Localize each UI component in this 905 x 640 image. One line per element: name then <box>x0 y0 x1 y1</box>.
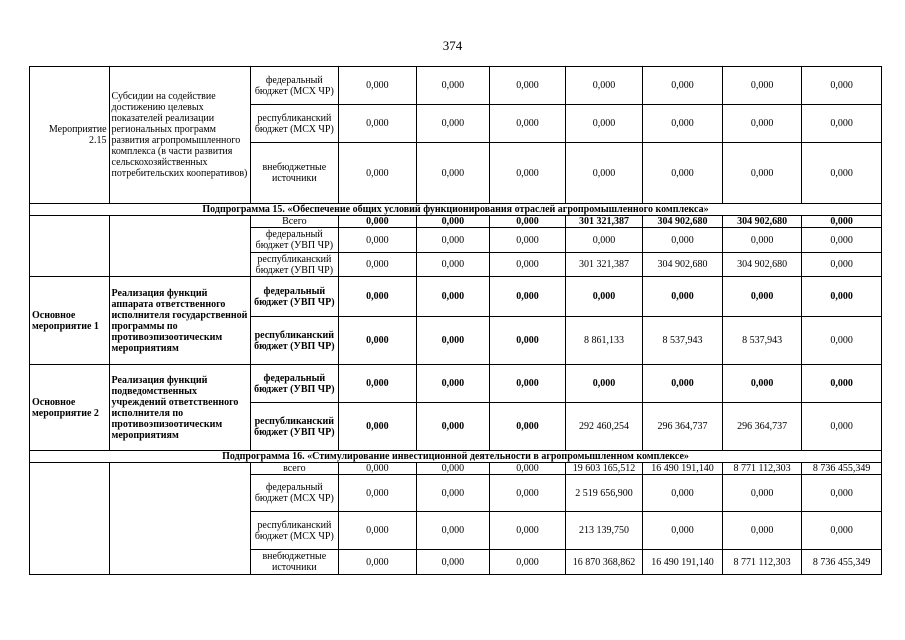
funding-source: федеральный бюджет (МСХ ЧР) <box>250 67 339 105</box>
value-cell: 0,000 <box>339 475 417 512</box>
value-cell: 8 861,133 <box>565 317 643 365</box>
value-cell: 0,000 <box>490 365 566 403</box>
value-cell: 0,000 <box>802 277 882 317</box>
value-cell: 0,000 <box>565 143 643 204</box>
value-cell: 8 736 455,349 <box>802 463 882 475</box>
value-cell: 0,000 <box>490 67 566 105</box>
funding-source: республиканский бюджет (МСХ ЧР) <box>250 512 339 550</box>
value-cell: 16 870 368,862 <box>565 550 643 575</box>
value-cell: 0,000 <box>490 216 566 228</box>
value-cell: 0,000 <box>490 253 566 277</box>
value-cell: 0,000 <box>339 317 417 365</box>
value-cell: 0,000 <box>722 143 802 204</box>
value-cell: 8 537,943 <box>643 317 723 365</box>
value-cell: 0,000 <box>722 228 802 253</box>
value-cell: 0,000 <box>416 216 490 228</box>
section-title: Подпрограмма 16. «Стимулирование инвестиционной деятельности в агропромышленном комплексе» <box>30 451 882 463</box>
value-cell: 0,000 <box>565 365 643 403</box>
value-cell: 2 519 656,900 <box>565 475 643 512</box>
value-cell: 0,000 <box>416 463 490 475</box>
value-cell: 0,000 <box>416 105 490 143</box>
value-cell: 0,000 <box>416 277 490 317</box>
value-cell: 0,000 <box>416 403 490 451</box>
funding-source: федеральный бюджет (УВП ЧР) <box>250 228 339 253</box>
value-cell: 0,000 <box>643 143 723 204</box>
value-cell: 0,000 <box>565 277 643 317</box>
value-cell: 8 537,943 <box>722 317 802 365</box>
value-cell: 0,000 <box>802 67 882 105</box>
value-cell: 0,000 <box>339 143 417 204</box>
value-cell: 0,000 <box>802 228 882 253</box>
value-cell: 0,000 <box>802 143 882 204</box>
empty-cell <box>30 216 110 277</box>
value-cell: 0,000 <box>339 228 417 253</box>
value-cell: 0,000 <box>490 277 566 317</box>
value-cell: 0,000 <box>722 105 802 143</box>
funding-source: республиканский бюджет (МСХ ЧР) <box>250 105 339 143</box>
value-cell: 16 490 191,140 <box>643 463 723 475</box>
funding-source: республиканский бюджет (УВП ЧР) <box>250 403 339 451</box>
value-cell: 8 771 112,303 <box>722 463 802 475</box>
funding-source: республиканский бюджет (УВП ЧР) <box>250 253 339 277</box>
value-cell: 0,000 <box>722 475 802 512</box>
value-cell: 0,000 <box>722 365 802 403</box>
value-cell: 0,000 <box>490 228 566 253</box>
value-cell: 292 460,254 <box>565 403 643 451</box>
measure-description: Реализация функций подведомственных учреждений ответственного исполнителя по противоэпизоотическим мероприятиям <box>109 365 250 451</box>
section-row <box>30 451 882 463</box>
value-cell: 8 771 112,303 <box>722 550 802 575</box>
measure-name: Мероприятие 2.15 <box>30 67 110 204</box>
value-cell: 0,000 <box>339 463 417 475</box>
value-cell: 301 321,387 <box>565 253 643 277</box>
value-cell: 0,000 <box>416 512 490 550</box>
empty-cell <box>30 463 110 575</box>
value-cell: 0,000 <box>802 365 882 403</box>
value-cell: 0,000 <box>416 67 490 105</box>
value-cell: 0,000 <box>802 317 882 365</box>
value-cell: 0,000 <box>339 512 417 550</box>
value-cell: 0,000 <box>643 105 723 143</box>
value-cell: 0,000 <box>643 512 723 550</box>
value-cell: 0,000 <box>802 253 882 277</box>
value-cell: 0,000 <box>643 228 723 253</box>
value-cell: 0,000 <box>802 512 882 550</box>
measure-name: Основное мероприятие 1 <box>30 277 110 365</box>
value-cell: 0,000 <box>416 253 490 277</box>
value-cell: 0,000 <box>565 105 643 143</box>
value-cell: 304 902,680 <box>643 216 723 228</box>
value-cell: 0,000 <box>490 143 566 204</box>
value-cell: 0,000 <box>416 317 490 365</box>
value-cell: 304 902,680 <box>722 216 802 228</box>
funding-source: внебюджетные источники <box>250 143 339 204</box>
funding-source: федеральный бюджет (УВП ЧР) <box>250 277 339 317</box>
measure-name: Основное мероприятие 2 <box>30 365 110 451</box>
funding-source: всего <box>250 463 339 475</box>
value-cell: 0,000 <box>490 403 566 451</box>
value-cell: 0,000 <box>339 403 417 451</box>
table-row <box>30 67 882 105</box>
table-row <box>30 277 882 317</box>
value-cell: 0,000 <box>722 67 802 105</box>
value-cell: 0,000 <box>339 67 417 105</box>
value-cell: 0,000 <box>802 105 882 143</box>
value-cell: 0,000 <box>416 550 490 575</box>
value-cell: 296 364,737 <box>722 403 802 451</box>
value-cell: 0,000 <box>490 105 566 143</box>
value-cell: 304 902,680 <box>643 253 723 277</box>
value-cell: 0,000 <box>643 67 723 105</box>
value-cell: 19 603 165,512 <box>565 463 643 475</box>
value-cell: 0,000 <box>339 550 417 575</box>
empty-cell <box>109 216 250 277</box>
funding-source: республиканский бюджет (УВП ЧР) <box>250 317 339 365</box>
empty-cell <box>109 463 250 575</box>
value-cell: 0,000 <box>339 216 417 228</box>
measure-description: Реализация функций аппарата ответственного исполнителя государственной программы по противоэпизоотическим мероприятиям <box>109 277 250 365</box>
value-cell: 0,000 <box>643 475 723 512</box>
section-title: Подпрограмма 15. «Обеспечение общих условий функционирования отраслей агропромышленного комплекса» <box>30 204 882 216</box>
funding-source: Всего <box>250 216 339 228</box>
value-cell: 0,000 <box>802 475 882 512</box>
value-cell: 0,000 <box>416 228 490 253</box>
value-cell: 213 139,750 <box>565 512 643 550</box>
table-row <box>30 365 882 403</box>
value-cell: 0,000 <box>490 550 566 575</box>
funding-source: федеральный бюджет (УВП ЧР) <box>250 365 339 403</box>
value-cell: 0,000 <box>565 67 643 105</box>
value-cell: 301 321,387 <box>565 216 643 228</box>
measure-description: Субсидии на содействие достижению целевых показателей реализации региональных программ развития агропромышленного комплекса (в части развития сельскохозяйственных потребительских кооперативов) <box>109 67 250 204</box>
value-cell: 0,000 <box>565 228 643 253</box>
value-cell: 0,000 <box>416 143 490 204</box>
value-cell: 16 490 191,140 <box>643 550 723 575</box>
value-cell: 0,000 <box>490 475 566 512</box>
page-number: 374 <box>442 38 463 53</box>
value-cell: 296 364,737 <box>643 403 723 451</box>
value-cell: 0,000 <box>643 277 723 317</box>
value-cell: 0,000 <box>802 403 882 451</box>
value-cell: 0,000 <box>722 277 802 317</box>
funding-source: внебюджетные источники <box>250 550 339 575</box>
value-cell: 0,000 <box>339 365 417 403</box>
value-cell: 0,000 <box>339 105 417 143</box>
value-cell: 0,000 <box>339 253 417 277</box>
value-cell: 0,000 <box>802 216 882 228</box>
budget-table <box>29 66 882 575</box>
table-row <box>30 463 882 475</box>
value-cell: 8 736 455,349 <box>802 550 882 575</box>
value-cell: 0,000 <box>416 365 490 403</box>
funding-source: федеральный бюджет (МСХ ЧР) <box>250 475 339 512</box>
value-cell: 0,000 <box>339 277 417 317</box>
value-cell: 304 902,680 <box>722 253 802 277</box>
value-cell: 0,000 <box>722 512 802 550</box>
value-cell: 0,000 <box>490 317 566 365</box>
value-cell: 0,000 <box>416 475 490 512</box>
section-row <box>30 204 882 216</box>
value-cell: 0,000 <box>490 512 566 550</box>
value-cell: 0,000 <box>490 463 566 475</box>
table-row <box>30 216 882 228</box>
value-cell: 0,000 <box>643 365 723 403</box>
